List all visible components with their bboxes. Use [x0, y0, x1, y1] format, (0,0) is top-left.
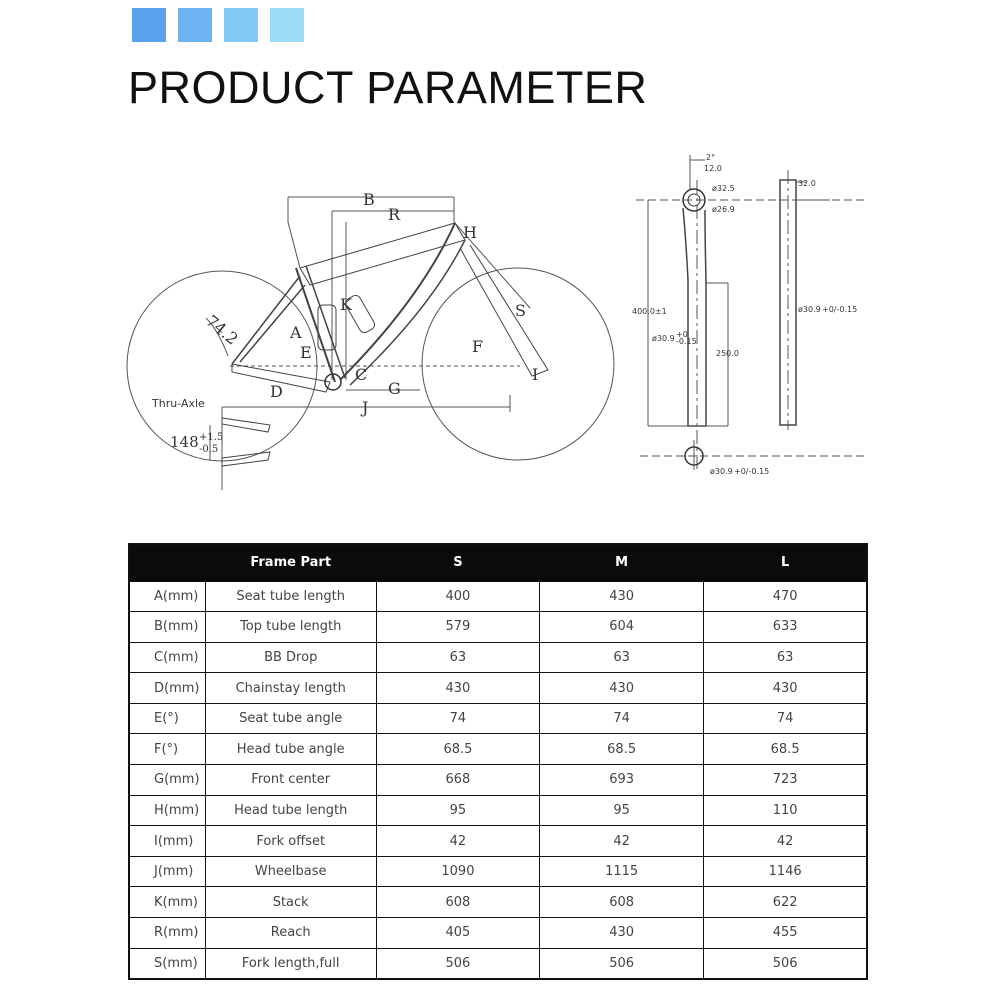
- row-value-s: 42: [376, 826, 539, 857]
- row-part: Chainstay length: [205, 673, 376, 704]
- label-a: A: [290, 323, 302, 342]
- row-part: Head tube angle: [205, 734, 376, 765]
- row-code: D(mm): [129, 673, 205, 704]
- row-part: Fork offset: [205, 826, 376, 857]
- row-value-m: 506: [540, 948, 704, 979]
- decor-square-3: [224, 8, 258, 42]
- row-value-s: 400: [376, 581, 539, 612]
- row-code: F(°): [129, 734, 205, 765]
- row-value-m: 74: [540, 703, 704, 734]
- row-part: Head tube length: [205, 795, 376, 826]
- front-wheel: [422, 268, 614, 460]
- decorative-squares: [132, 8, 304, 42]
- row-value-l: 506: [704, 948, 867, 979]
- header-frame-part: Frame Part: [205, 544, 376, 581]
- row-code: A(mm): [129, 581, 205, 612]
- table-row: [129, 826, 867, 857]
- seatpost-insert-length: 250.0: [716, 349, 739, 358]
- axle-width-label: 148: [170, 433, 199, 451]
- table-row: [129, 795, 867, 826]
- seatpost-insert-tol-plus: +0: [676, 330, 688, 339]
- row-value-m: 430: [540, 918, 704, 949]
- row-code: B(mm): [129, 612, 205, 643]
- row-value-l: 723: [704, 765, 867, 796]
- row-value-l: 1146: [704, 856, 867, 887]
- row-value-m: 430: [540, 581, 704, 612]
- row-value-l: 633: [704, 612, 867, 643]
- table-row: [129, 887, 867, 918]
- row-value-m: 608: [540, 887, 704, 918]
- header-size-l: L: [704, 544, 867, 581]
- label-j: J: [362, 398, 369, 417]
- frame-geometry-drawing: [0, 140, 1000, 500]
- seatpost-insert-tol-minus: -0.15: [676, 337, 697, 346]
- label-f: F: [472, 337, 484, 356]
- decor-square-4: [270, 8, 304, 42]
- row-value-s: 63: [376, 642, 539, 673]
- header-code: [129, 544, 205, 581]
- row-value-s: 506: [376, 948, 539, 979]
- row-value-s: 95: [376, 795, 539, 826]
- row-code: S(mm): [129, 948, 205, 979]
- row-code: J(mm): [129, 856, 205, 887]
- row-code: I(mm): [129, 826, 205, 857]
- table-row: [129, 765, 867, 796]
- row-value-s: 74: [376, 703, 539, 734]
- row-value-m: 1115: [540, 856, 704, 887]
- row-part: Top tube length: [205, 612, 376, 643]
- seatpost-tube-length: 400.0±1: [632, 307, 667, 316]
- row-value-m: 604: [540, 612, 704, 643]
- seatpost-side-diameter: ø30.9: [798, 305, 821, 314]
- table-row: [129, 612, 867, 643]
- table-row: [129, 734, 867, 765]
- seatpost-offset: 12.0: [704, 164, 722, 173]
- row-code: E(°): [129, 703, 205, 734]
- decor-square-2: [178, 8, 212, 42]
- row-part: Seat tube length: [205, 581, 376, 612]
- header-size-s: S: [376, 544, 539, 581]
- row-part: Front center: [205, 765, 376, 796]
- label-c: C: [355, 365, 368, 384]
- row-part: Wheelbase: [205, 856, 376, 887]
- row-value-l: 110: [704, 795, 867, 826]
- decor-square-1: [132, 8, 166, 42]
- page-title: PRODUCT PARAMETER: [128, 62, 648, 113]
- row-value-s: 668: [376, 765, 539, 796]
- seatpost-side-width: 32.0: [798, 179, 816, 188]
- row-value-m: 42: [540, 826, 704, 857]
- row-value-l: 68.5: [704, 734, 867, 765]
- label-k: K: [340, 295, 352, 314]
- axle-tol-minus: -0.5: [199, 444, 219, 455]
- row-part: Seat tube angle: [205, 703, 376, 734]
- label-h: H: [463, 223, 477, 242]
- label-d: D: [270, 382, 283, 401]
- row-code: R(mm): [129, 918, 205, 949]
- row-value-l: 63: [704, 642, 867, 673]
- label-g: G: [388, 379, 401, 398]
- table-row: [129, 703, 867, 734]
- seatpost-insert-diameter: ø30.9: [652, 334, 675, 343]
- row-value-s: 608: [376, 887, 539, 918]
- row-value-l: 42: [704, 826, 867, 857]
- seat-angle-label: 74.2: [202, 311, 242, 349]
- table-row: [129, 642, 867, 673]
- row-value-l: 470: [704, 581, 867, 612]
- row-part: Fork length,full: [205, 948, 376, 979]
- seatpost-angle: 2°: [706, 153, 716, 162]
- row-part: Reach: [205, 918, 376, 949]
- row-value-m: 63: [540, 642, 704, 673]
- seatpost-bottom-tol: +0/-0.15: [734, 467, 770, 476]
- row-value-s: 1090: [376, 856, 539, 887]
- row-value-l: 455: [704, 918, 867, 949]
- row-value-s: 405: [376, 918, 539, 949]
- seatpost-side-tol: +0/-0.15: [822, 305, 858, 314]
- table-header-row: [129, 544, 867, 581]
- row-part: Stack: [205, 887, 376, 918]
- row-value-l: 74: [704, 703, 867, 734]
- spec-table: [128, 543, 868, 980]
- seatpost-clamp-diameter: ø32.5: [712, 184, 735, 193]
- label-s: S: [515, 301, 526, 320]
- table-row: [129, 948, 867, 979]
- row-code: C(mm): [129, 642, 205, 673]
- row-value-m: 430: [540, 673, 704, 704]
- row-code: G(mm): [129, 765, 205, 796]
- table-row: [129, 673, 867, 704]
- row-value-l: 430: [704, 673, 867, 704]
- table-row: [129, 581, 867, 612]
- row-value-s: 68.5: [376, 734, 539, 765]
- row-part: BB Drop: [205, 642, 376, 673]
- label-e: E: [300, 343, 312, 362]
- table-row: [129, 856, 867, 887]
- row-value-s: 579: [376, 612, 539, 643]
- row-value-s: 430: [376, 673, 539, 704]
- row-value-m: 95: [540, 795, 704, 826]
- row-value-m: 693: [540, 765, 704, 796]
- row-code: H(mm): [129, 795, 205, 826]
- label-r: R: [388, 205, 401, 224]
- row-code: K(mm): [129, 887, 205, 918]
- label-i: I: [532, 365, 539, 384]
- label-b: B: [363, 190, 375, 209]
- table-row: [129, 918, 867, 949]
- row-value-m: 68.5: [540, 734, 704, 765]
- row-value-l: 622: [704, 887, 867, 918]
- seatpost-bottom-diameter: ø30.9: [710, 467, 733, 476]
- header-size-m: M: [540, 544, 704, 581]
- seatpost-post-diameter: ø26.9: [712, 205, 735, 214]
- thru-axle-label: Thru-Axle: [152, 397, 205, 410]
- axle-tol-plus: +1.5: [199, 432, 224, 443]
